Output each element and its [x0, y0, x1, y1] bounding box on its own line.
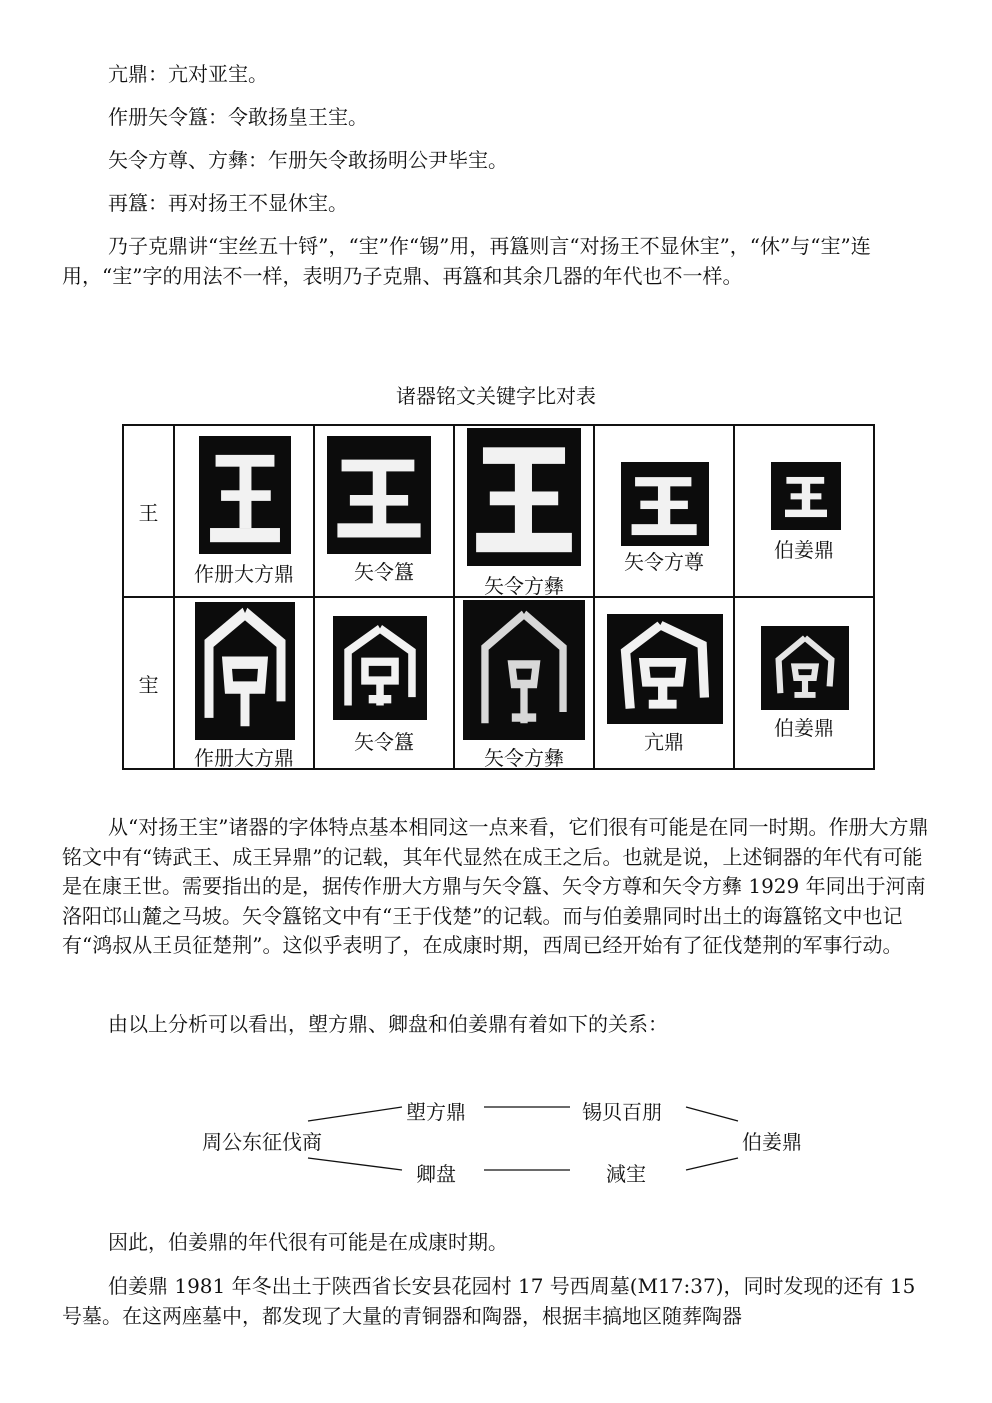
- rubbing-image: [195, 602, 295, 740]
- text-line-kangding: 亢鼎：亢对亚宔。: [108, 62, 268, 86]
- rubbing-image: [771, 462, 841, 530]
- rubbing-image: [761, 626, 849, 710]
- node-bojiangding: 伯姜鼎: [742, 1130, 802, 1154]
- image-caption: 亢鼎: [644, 730, 684, 754]
- cell-wang-5: [734, 425, 874, 597]
- node-zhougong: 周公东征伐商: [202, 1130, 322, 1154]
- row-head-bao: 宔: [123, 597, 174, 769]
- diagram-connectors: [0, 1090, 992, 1190]
- connector-line: [308, 1158, 402, 1170]
- cell-bao-2: [314, 597, 454, 769]
- image-caption: 伯姜鼎: [774, 538, 834, 562]
- connector-line: [308, 1107, 402, 1121]
- node-qingpan: 卿盘: [416, 1162, 456, 1186]
- paragraph-1: 乃子克鼎讲“宔丝五十锊”，“宔”作“锡”用，再簋则言“对扬王不显休宔”，“休”与“宔”连用，“宔”字的用法不一样，表明乃子克鼎、再簋和其余几器的年代也不一样。: [62, 234, 871, 288]
- table-row-bao: [123, 597, 874, 769]
- rubbing-image: [327, 436, 431, 554]
- text-line-zai-gui: 再簋：再对扬王不显休宔。: [108, 191, 348, 215]
- rubbing-image: [199, 436, 291, 554]
- text-line-zuoce-ling-gui: 作册矢令簋：令敢扬皇王宔。: [108, 105, 368, 129]
- cell-bao-1: [174, 597, 314, 769]
- paragraph-4: 因此，伯姜鼎的年代很有可能是在成康时期。: [108, 1230, 508, 1254]
- text-line-ling-fangzun: 矢令方尊、方彝：乍册矢令敢扬明公尹毕宔。: [108, 148, 508, 172]
- rubbing-image: [333, 616, 427, 720]
- image-caption: 矢令簋: [354, 730, 414, 754]
- cell-bao-5: [734, 597, 874, 769]
- image-caption: 矢令簋: [354, 560, 414, 584]
- connector-line: [686, 1158, 738, 1170]
- cell-bao-4: [594, 597, 734, 769]
- image-caption: 矢令方尊: [624, 550, 704, 574]
- cell-wang-2: [314, 425, 454, 597]
- image-caption: 矢令方彝: [484, 574, 564, 598]
- rubbing-image: [621, 462, 709, 546]
- image-caption: 作册大方鼎: [194, 746, 294, 770]
- cell-wang-1: [174, 425, 314, 597]
- row-head-wang: 王: [123, 425, 174, 597]
- image-caption: 矢令方彝: [484, 746, 564, 770]
- image-caption: 伯姜鼎: [774, 716, 834, 740]
- cell-wang-3: [454, 425, 594, 597]
- comparison-table: [122, 424, 875, 770]
- cell-wang-4: [594, 425, 734, 597]
- relationship-diagram: [0, 1090, 992, 1190]
- paragraph-2: 从“对扬王宔”诸器的字体特点基本相同这一点来看，它们很有可能是在同一时期。作册大方鼎铭文中有“铸武王、成王异鼎”的记载，其年代显然在成王之后。也就是说，上述铜器的年代有可能是在康王世。需要指出的是，据传作册大方鼎与矢令簋、矢令方尊和矢令方彝 1929 年同出于河南洛阳邙山麓之马坡。矢令簋铭文中有“王于伐楚”的记载。而与伯姜鼎同时出土的诲簋铭文中也记有“鸿叔从王员征楚荆”。这似乎表明了，在成康时期，西周已经开始有了征伐楚荆的军事行动。: [62, 815, 929, 957]
- rubbing-image: [463, 600, 585, 740]
- table-caption: 诸器铭文关键字比对表: [396, 384, 596, 408]
- connector-line: [686, 1107, 738, 1121]
- paragraph-5: 伯姜鼎 1981 年冬出土于陕西省长安县花园村 17 号西周墓(M17:37)，同时发现的还有 15 号墓。在这两座墓中，都发现了大量的青铜器和陶器，根据丰搞地区随葬陶器: [62, 1274, 916, 1328]
- cell-bao-3: [454, 597, 594, 769]
- node-jianbao: 減宔: [606, 1162, 646, 1186]
- rubbing-image: [467, 428, 581, 566]
- node-fangding: 塱方鼎: [406, 1100, 466, 1124]
- table-row-wang: [123, 425, 874, 597]
- rubbing-image: [607, 614, 723, 724]
- node-xibei: 锡贝百朋: [582, 1100, 662, 1124]
- image-caption: 作册大方鼎: [194, 562, 294, 586]
- paragraph-3: 由以上分析可以看出，塱方鼎、卿盘和伯姜鼎有着如下的关系：: [108, 1012, 668, 1036]
